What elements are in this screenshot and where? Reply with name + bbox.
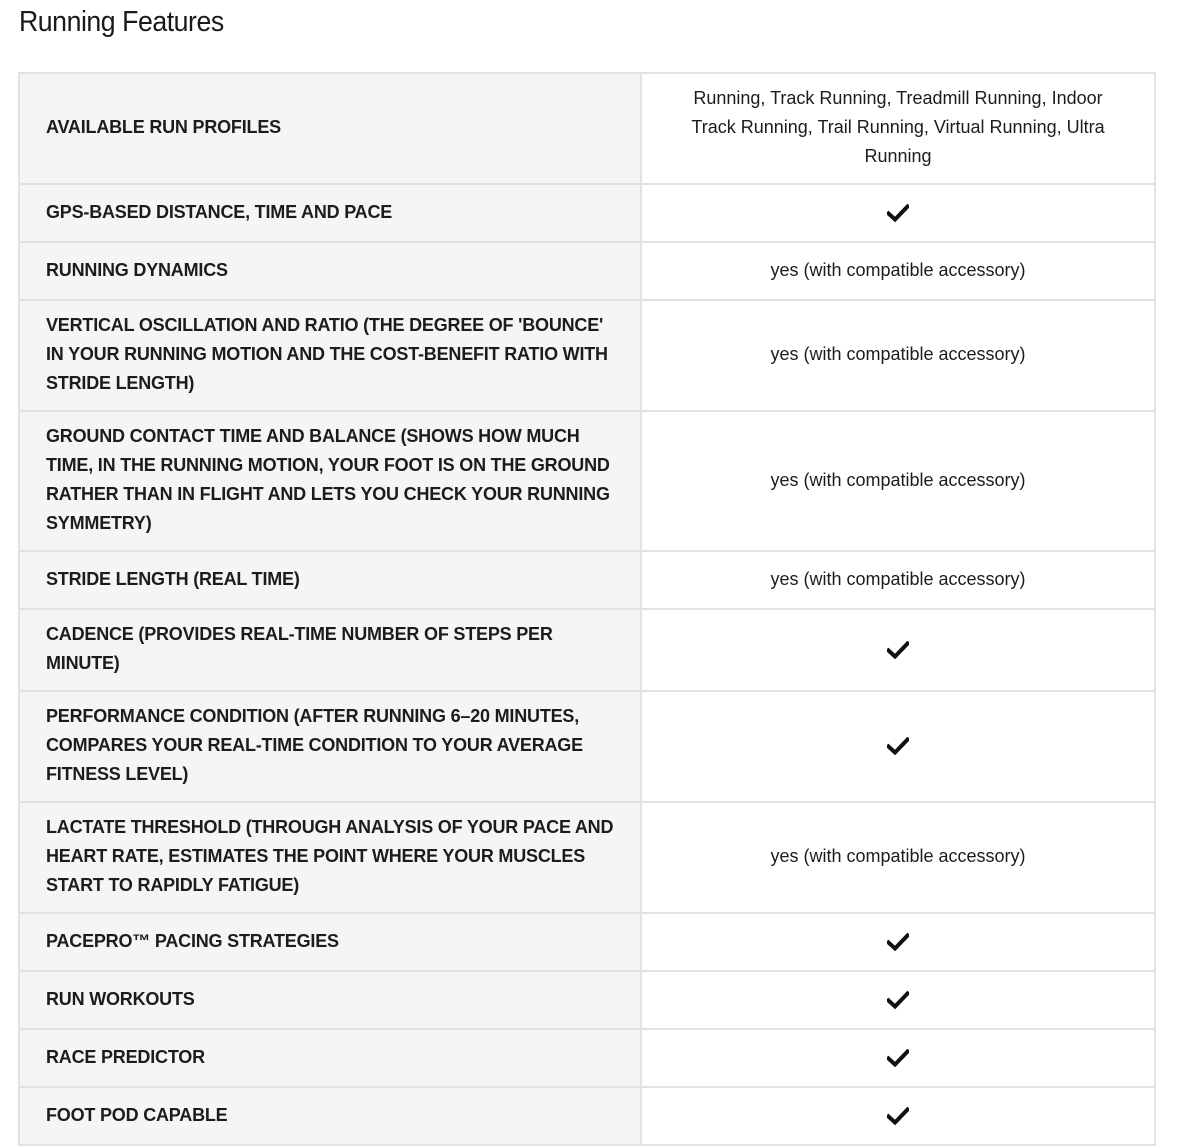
table-row (19, 184, 1155, 242)
feature-value (641, 913, 1155, 971)
running-features-table (18, 72, 1156, 1146)
checkmark-icon (887, 1107, 909, 1125)
table-row (19, 1029, 1155, 1087)
table-row (19, 73, 1155, 184)
table-row (19, 300, 1155, 411)
table-row (19, 802, 1155, 913)
feature-label: GPS-BASED DISTANCE, TIME AND PACE (19, 184, 641, 242)
feature-value: yes (with compatible accessory) (641, 300, 1155, 411)
feature-label: VERTICAL OSCILLATION AND RATIO (THE DEGREE OF 'BOUNCE' IN YOUR RUNNING MOTION AND THE COST-BENEFIT RATIO WITH STRIDE LENGTH) (19, 300, 641, 411)
table-row (19, 971, 1155, 1029)
feature-value (641, 1087, 1155, 1145)
feature-value: yes (with compatible accessory) (641, 242, 1155, 300)
feature-value (641, 609, 1155, 691)
feature-label: GROUND CONTACT TIME AND BALANCE (SHOWS HOW MUCH TIME, IN THE RUNNING MOTION, YOUR FOOT IS ON THE GROUND RATHER THAN IN FLIGHT AND LETS YOU CHECK YOUR RUNNING SYMMETRY) (19, 411, 641, 551)
feature-value: yes (with compatible accessory) (641, 802, 1155, 913)
feature-label: CADENCE (PROVIDES REAL-TIME NUMBER OF STEPS PER MINUTE) (19, 609, 641, 691)
table-row (19, 609, 1155, 691)
feature-label: RUN WORKOUTS (19, 971, 641, 1029)
feature-label: PACEPRO™ PACING STRATEGIES (19, 913, 641, 971)
feature-label: RUNNING DYNAMICS (19, 242, 641, 300)
feature-value: yes (with compatible accessory) (641, 551, 1155, 609)
feature-label: PERFORMANCE CONDITION (AFTER RUNNING 6–20 MINUTES, COMPARES YOUR REAL-TIME CONDITION TO YOUR AVERAGE FITNESS LEVEL) (19, 691, 641, 802)
page-title: Running Features (19, 6, 224, 38)
checkmark-icon (887, 933, 909, 951)
feature-label: STRIDE LENGTH (REAL TIME) (19, 551, 641, 609)
feature-label: AVAILABLE RUN PROFILES (19, 73, 641, 184)
checkmark-icon (887, 204, 909, 222)
feature-label: LACTATE THRESHOLD (THROUGH ANALYSIS OF YOUR PACE AND HEART RATE, ESTIMATES THE POINT WHERE YOUR MUSCLES START TO RAPIDLY FATIGUE) (19, 802, 641, 913)
feature-label: RACE PREDICTOR (19, 1029, 641, 1087)
table-row (19, 913, 1155, 971)
checkmark-icon (887, 737, 909, 755)
feature-value (641, 691, 1155, 802)
feature-value (641, 184, 1155, 242)
feature-value (641, 1029, 1155, 1087)
feature-value: Running, Track Running, Treadmill Running, Indoor Track Running, Trail Running, Virtual Running, Ultra Running (641, 73, 1155, 184)
table-row (19, 1087, 1155, 1145)
table-row (19, 551, 1155, 609)
feature-label: FOOT POD CAPABLE (19, 1087, 641, 1145)
checkmark-icon (887, 1049, 909, 1067)
table-row (19, 242, 1155, 300)
checkmark-icon (887, 641, 909, 659)
feature-value (641, 971, 1155, 1029)
table-row (19, 411, 1155, 551)
feature-value: yes (with compatible accessory) (641, 411, 1155, 551)
checkmark-icon (887, 991, 909, 1009)
table-row (19, 691, 1155, 802)
